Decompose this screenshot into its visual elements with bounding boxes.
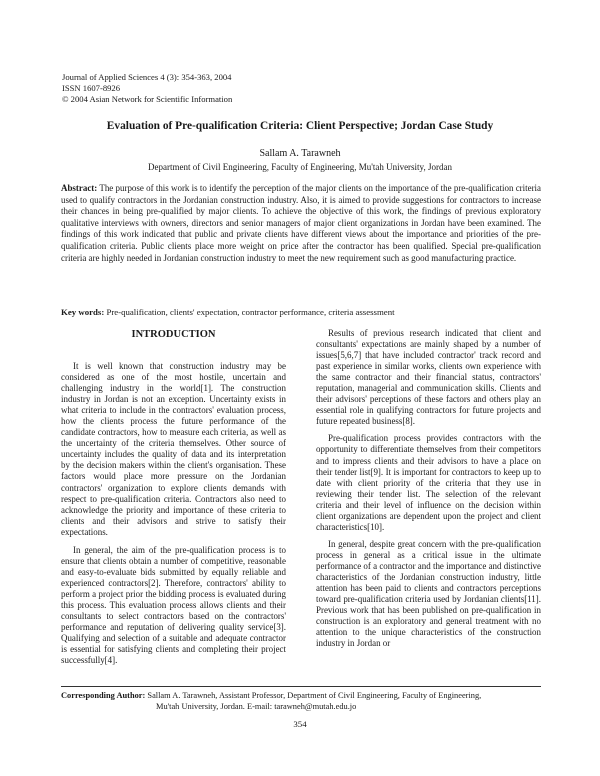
page-number: 354 [293,719,307,729]
body-paragraph: Results of previous research indicated that client and consultants' expectations are mainly shaped by a number of issues[5,6,7] that have included contractor' track record and past experience in similar works, clients own experience with the same contractor and their financial status, contractors' reputation, managerial and communication skills. Clients and their advisors' perceptions of these factors and others play an essential role in qualifying contractors for future projects and future repeated business[8]. [316,328,541,427]
body-paragraph: Pre-qualification process provides contractors with the opportunity to differentiate themselves from their competitors and to impress clients and their advisors to have a place on their tender list[9]. It is important for contractors to keep up to date with client priority of the criteria that they use in reviewing their tender list. The selection of the relevant criteria and their level of influence on the decision within client organizations are dependent upon the project and client characteristics[10]. [316,433,541,532]
body-paragraph: In general, the aim of the pre-qualification process is to ensure that clients obtain a number of competitive, reasonable and easy-to-evaluate bids submitted by equally reliable and experienced contractors[2]. Therefore, contractors' ability to perform a project prior the bidding process is evaluated during this process. This evaluation process allows clients and their consultants to select contractors based on the contractors' performance and reputation of delivering quality service[3]. Qualifying and selection of a suitable and adequate contractor is essential for satisfying clients and completing their project successfully[4]. [61,544,286,666]
corresponding-author-line1: Sallam A. Tarawneh, Assistant Professor, Department of Civil Engineering, Faculty of Engineering, [147,691,482,700]
keywords-text: Pre-qualification, clients' expectation, contractor performance, criteria assessment [106,307,395,317]
keywords [61,307,541,318]
journal-copyright: © 2004 Asian Network for Scientific Information [62,94,233,104]
left-column [61,328,286,666]
journal-issn: ISSN 1607-8926 [62,83,121,93]
footer-divider [61,686,541,687]
body-paragraph: In general, despite great concern with the pre-qualification process in general as a critical issue in the ultimate performance of a contractor and the importance and distinctive characteristics of the Jordanian construction industry, little attention has been paid to clients and contractors perceptions toward pre-qualification criteria used by Jordanian clients[11]. Previous work that has been published on pre-qualification in construction is an exploratory and general treatment with no attention to the unique characteristics of the construction industry in Jordan or [316,538,541,649]
journal-citation: Journal of Applied Sciences 4 (3): 354-363, 2004 [62,72,232,82]
journal-meta [62,72,232,105]
abstract [61,183,541,264]
body-paragraph: It is well known that construction industry may be considered as one of the most hostile, uncertain and challenging industry in the world[1]. The construction industry in Jordan is not an exception. Uncertainty exists in what criteria to include in the contractors' evaluation process, how the clients process the future performance of the candidate contractors, how to measure each criteria, as well as the uncertainty of the criteria themselves. Other source of uncertainty includes the quality of data and its interpretation by the decision makers within the client's organisation. These factors would place more pressure on the Jordanian contractors' organization to explore clients demands with respect to pre-qualification criteria. Contractors also need to acknowledge the priority and importance of these criteria to clients and their advisors and strive to satisfy their expectations. [61,361,286,537]
corresponding-author-line2: Mu'tah University, Jordan. E-mail: tarawneh@mutah.edu.jo [156,701,357,711]
paper-affiliation: Department of Civil Engineering, Faculty of Engineering, Mu'tah University, Jordan [148,162,452,172]
abstract-label: Abstract: [61,183,98,193]
paper-author: Sallam A. Tarawneh [259,148,341,159]
paper-title: Evaluation of Pre-qualification Criteria: Client Perspective; Jordan Case Study [106,120,494,132]
abstract-text: The purpose of this work is to identify the perception of the major clients on the importance of the pre-qualification criteria used to qualify contractors in the Jordanian construction industry. Also, it is aimed to provide suggestions for contractors to increase their chances in being pre-qualified by major clients. To achieve the objective of this work, the findings of previous exploratory qualitative interviews with owners, directors and senior managers of major client organizations in Jordan have been examined. The findings of this work indicated that public and private clients have different views about the importance and priorities of the pre-qualification criteria. Public clients place more weight on price after the contractor has been qualified. Special pre-qualification criteria are highly needed in Jordanian construction industry to meet the new requirement such as good manufacturing practice. [61,183,541,263]
section-heading: INTRODUCTION [131,329,216,340]
keywords-label: Key words: [61,307,105,317]
corresponding-author [61,691,541,712]
right-column [316,328,541,649]
corresponding-author-label: Corresponding Author: [61,691,146,700]
